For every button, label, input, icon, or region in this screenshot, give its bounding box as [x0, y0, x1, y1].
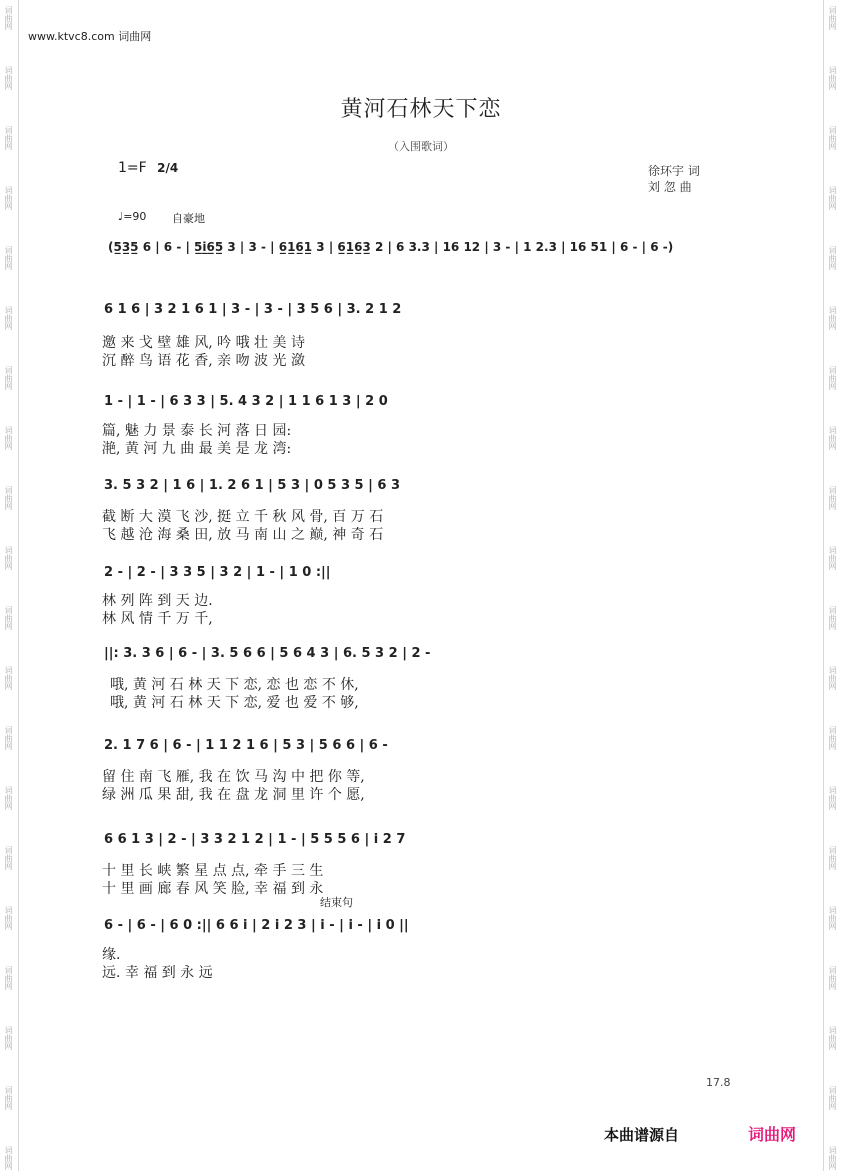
system-8-verse1: 十 里 长 峡 繁 星 点 点, 牵 手 三 生	[102, 863, 324, 879]
key-text: 1=F	[118, 160, 147, 176]
watermark-glyph: 词曲网	[4, 1026, 13, 1050]
system-5-notes: 2 - | 2 - | 3 3 5 | 3 2 | 1 - | 1 0 :||	[104, 565, 331, 580]
meter-text: 2/4	[157, 161, 179, 175]
watermark-glyph: 词曲网	[4, 846, 13, 870]
lyricist-credit: 徐环宇 词	[648, 164, 700, 178]
watermark-glyph: 词曲网	[4, 1146, 13, 1170]
tempo-mark: ♩=90	[118, 210, 147, 223]
watermark-glyph: 词曲网	[4, 726, 13, 750]
system-4-verse2: 飞 越 沧 海 桑 田, 放 马 南 山 之 巅, 神 奇 石	[102, 527, 384, 543]
system-6-verse1: 哦, 黄 河 石 林 天 下 恋, 恋 也 恋 不 休,	[110, 677, 359, 693]
ending-label: 结束句	[320, 896, 353, 909]
source-text: 本曲谱源自	[604, 1126, 680, 1144]
watermark-glyph: 词曲网	[828, 1086, 837, 1110]
watermark-glyph: 词曲网	[4, 606, 13, 630]
watermark-glyph: 词曲网	[4, 246, 13, 270]
expression-mark: 自豪地	[172, 212, 205, 225]
watermark-glyph: 词曲网	[4, 126, 13, 150]
watermark-glyph: 词曲网	[4, 366, 13, 390]
right-watermark-strip	[823, 0, 842, 1171]
watermark-glyph: 词曲网	[828, 486, 837, 510]
system-3-verse2: 滟, 黄 河 九 曲 最 美 是 龙 湾:	[102, 441, 292, 457]
system-4-notes: 3. 5 3 2 | 1 6 | 1. 2 6 1 | 5 3 | 0 5 3 5 | 6 3	[104, 478, 401, 493]
system-8-verse2: 十 里 画 廊 春 风 笑 脸, 幸 福 到 永	[102, 881, 324, 897]
page-number: 17.8	[706, 1076, 731, 1089]
watermark-glyph: 词曲网	[4, 426, 13, 450]
watermark-glyph: 词曲网	[828, 366, 837, 390]
system-4-verse1: 截 断 大 漠 飞 沙, 挺 立 千 秋 风 骨, 百 万 石	[102, 509, 384, 525]
watermark-glyph: 词曲网	[828, 726, 837, 750]
watermark-glyph: 词曲网	[828, 906, 837, 930]
system-2-verse1: 邀 来 戈 壁 雄 风, 吟 哦 壮 美 诗	[102, 335, 305, 351]
watermark-glyph: 词曲网	[828, 966, 837, 990]
system-6-verse2: 哦, 黄 河 石 林 天 下 恋, 爱 也 爱 不 够,	[110, 695, 359, 711]
site-url[interactable]: www.ktvc8.com	[28, 30, 115, 43]
watermark-glyph: 词曲网	[4, 486, 13, 510]
system-9-verse1: 缘.	[102, 947, 121, 963]
system-7-verse2: 绿 洲 瓜 果 甜, 我 在 盘 龙 洞 里 许 个 愿,	[102, 787, 365, 803]
watermark-glyph: 词曲网	[828, 1026, 837, 1050]
watermark-glyph: 词曲网	[828, 126, 837, 150]
page-title: 黄河石林天下恋	[340, 97, 502, 122]
watermark-glyph: 词曲网	[4, 786, 13, 810]
watermark-glyph: 词曲网	[828, 186, 837, 210]
system-5-verse1: 林 列 阵 到 天 边.	[102, 593, 213, 609]
watermark-glyph: 词曲网	[4, 966, 13, 990]
watermark-glyph: 词曲网	[828, 246, 837, 270]
system-3-notes: 1 - | 1 - | 6 3 3 | 5. 4 3 2 | 1 1 6 1 3 | 2 0	[104, 394, 388, 409]
system-8-notes: 6 6 1 3 | 2 - | 3 3 2 1 2 | 1 - | 5 5 5 6 | i 2 7	[104, 832, 406, 847]
system-2-verse2: 沉 醉 鸟 语 花 香, 亲 吻 波 光 潋	[102, 353, 305, 369]
left-watermark-strip	[0, 0, 19, 1171]
watermark-glyph: 词曲网	[828, 666, 837, 690]
system-9-notes: 6 - | 6 - | 6 0 :|| 6 6 i | 2 i 2 3 | i - | i - | i 0 ||	[104, 918, 409, 933]
system-7-verse1: 留 住 南 飞 雁, 我 在 饮 马 沟 中 把 你 等,	[102, 769, 365, 785]
site-name: 词曲网	[118, 30, 152, 43]
watermark-glyph: 词曲网	[4, 906, 13, 930]
watermark-glyph: 词曲网	[828, 1146, 837, 1170]
watermark-glyph: 词曲网	[828, 6, 837, 30]
watermark-glyph: 词曲网	[4, 546, 13, 570]
watermark-glyph: 词曲网	[4, 6, 13, 30]
watermark-glyph: 词曲网	[828, 786, 837, 810]
system-2-notes: 6 1 6 | 3 2 1 6 1 | 3 - | 3 - | 3 5 6 | 3. 2 1 2	[104, 302, 402, 317]
composer-credit: 刘 忽 曲	[648, 180, 692, 194]
system-9-verse2: 远. 幸 福 到 永 远	[102, 965, 213, 981]
system-7-notes: 2. 1 7 6 | 6 - | 1 1 2 1 6 | 5 3 | 5 6 6 | 6 -	[104, 738, 388, 753]
system-3-verse1: 篇, 魅 力 景 泰 长 河 落 日 园:	[102, 423, 292, 439]
watermark-glyph: 词曲网	[4, 66, 13, 90]
watermark-glyph: 词曲网	[828, 546, 837, 570]
site-header[interactable]	[28, 28, 151, 44]
watermark-glyph: 词曲网	[828, 306, 837, 330]
watermark-glyph: 词曲网	[4, 666, 13, 690]
system-6-notes: ||: 3. 3 6 | 6 - | 3. 5 6 6 | 5 6 4 3 | 6. 5 3 2 | 2 -	[104, 646, 431, 661]
watermark-glyph: 词曲网	[828, 606, 837, 630]
watermark-glyph: 词曲网	[4, 186, 13, 210]
source-logo[interactable]: 词曲网	[748, 1125, 797, 1144]
key-signature	[118, 160, 178, 176]
system-1-notes: (5̲3̲5̲ 6 | 6 - | 5̲i̲6̲5̲ 3 | 3 - | 6̲1̲6̲1̲ 3 | 6̲1̲6̲3̲ 2 | 6 3.3 | 16 12 | 3 - | 1 2.3 | 16 51 | 6 - | 6 -)	[108, 240, 674, 254]
watermark-glyph: 词曲网	[828, 426, 837, 450]
watermark-glyph: 词曲网	[4, 306, 13, 330]
watermark-glyph: 词曲网	[828, 846, 837, 870]
subtitle: （入围歌词）	[388, 140, 454, 153]
watermark-glyph: 词曲网	[4, 1086, 13, 1110]
watermark-glyph: 词曲网	[828, 66, 837, 90]
system-5-verse2: 林 风 情 千 万 千,	[102, 611, 213, 627]
